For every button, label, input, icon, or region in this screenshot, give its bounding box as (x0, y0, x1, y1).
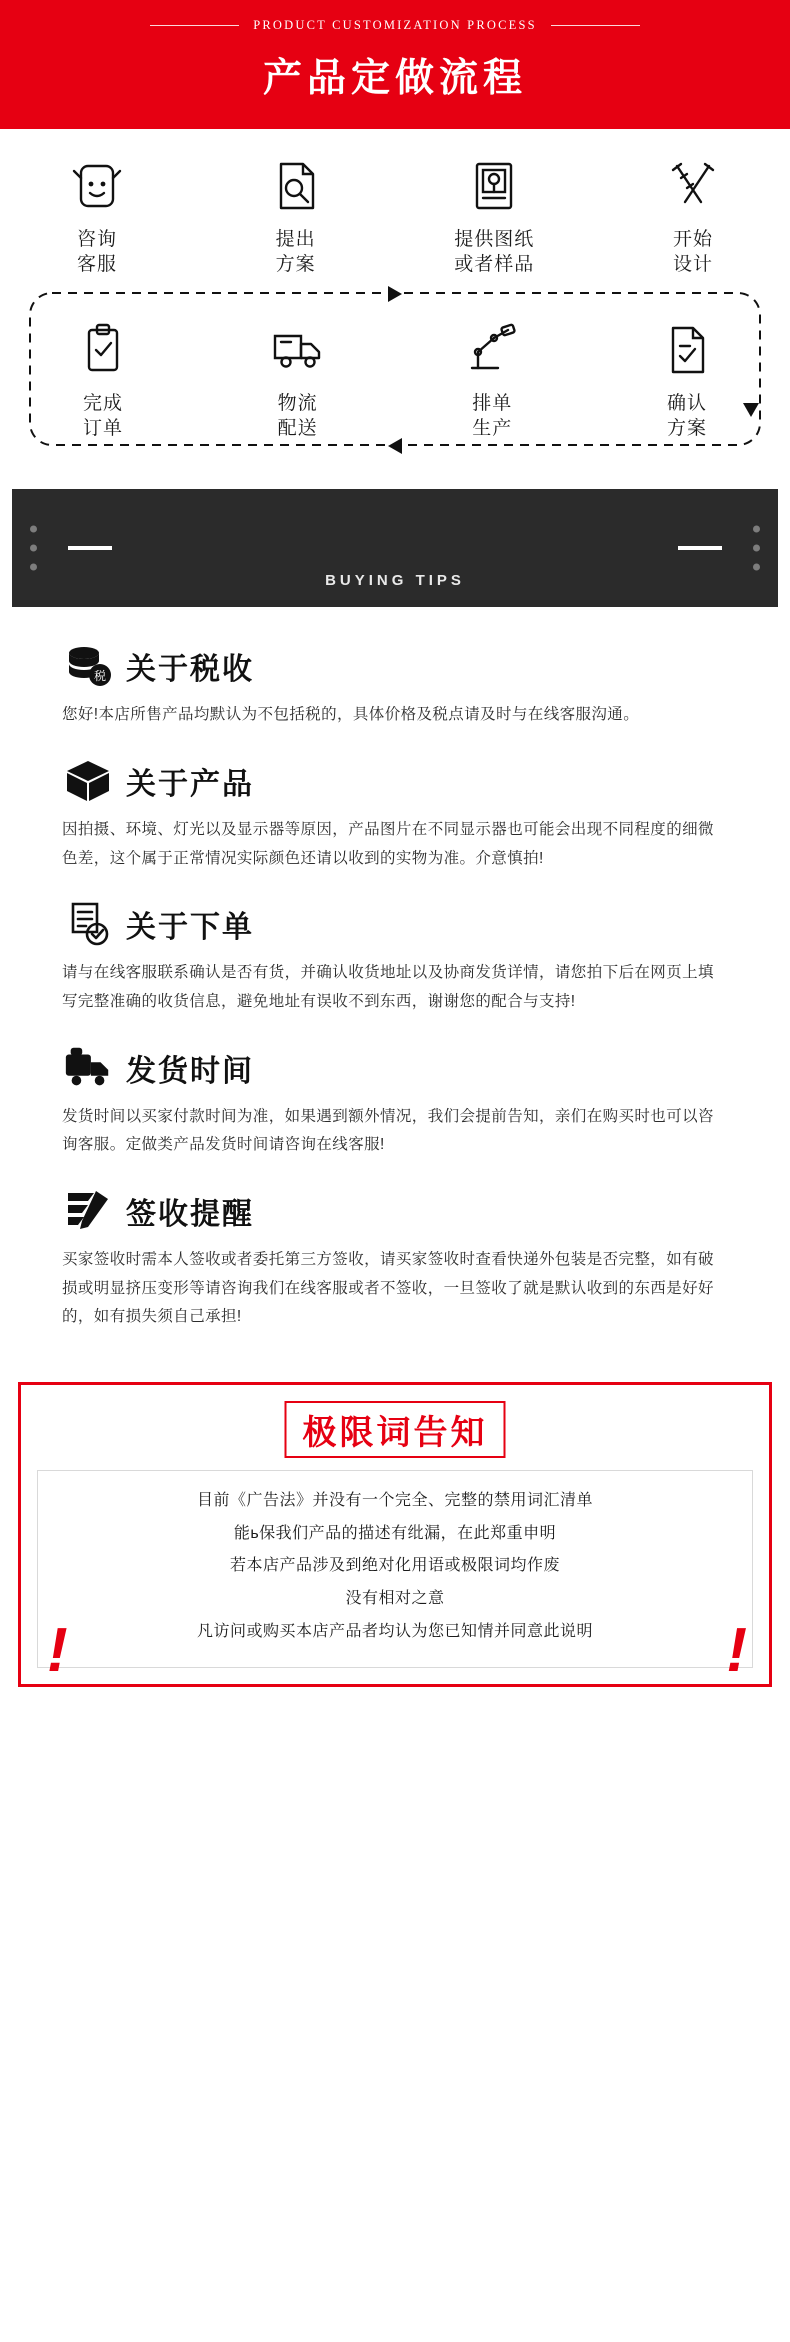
tip-header (62, 641, 728, 691)
tip-item-signature (62, 1186, 728, 1332)
process-step-2 (221, 155, 371, 277)
tip-body: 买家签收时需本人签收或者委托第三方签收，请买家签收时查看快递外包装是否完整，如有破损或明显挤压变形等请咨询我们在线客服或者不签收，一旦签收了就是默认收到的东西是好好的，如有损失须自己承担! (62, 1250, 714, 1326)
buying-tips-banner (12, 489, 778, 607)
tip-title: 发货时间 (126, 1054, 254, 1088)
clipboard-check-icon (28, 319, 178, 381)
blueprint-icon (419, 155, 569, 217)
tip-title: 签收提醒 (126, 1197, 254, 1231)
tip-header (62, 1043, 728, 1093)
hero-eyebrow (0, 18, 790, 33)
buying-tips-heading (301, 508, 489, 589)
disclaimer-line: 凡访问或购买本店产品者均认为您已知情并同意此说明 (196, 1623, 593, 1641)
pencil-ruler-icon (618, 155, 768, 217)
process-step-3 (419, 155, 569, 277)
tip-item-tax (62, 641, 728, 730)
order-clipboard-icon (62, 899, 114, 949)
eyebrow-rule-right (551, 25, 640, 26)
process-step-8 (612, 319, 762, 441)
process-step-7 (417, 319, 567, 441)
svg-text:税: 税 (93, 669, 107, 684)
process-step-5-label: 完成 订单 (82, 393, 123, 440)
document-search-icon (221, 155, 371, 217)
tip-body: 您好!本店所售产品均默认为不包括税的，具体价格及税点请及时与在线客服沟通。 (62, 706, 640, 724)
tip-title: 关于产品 (126, 767, 254, 801)
signature-icon (62, 1186, 114, 1236)
process-step-4-label: 开始 设计 (672, 229, 713, 276)
package-box-icon (62, 756, 114, 806)
delivery-truck-icon (223, 319, 373, 381)
hero-banner (0, 0, 790, 129)
buying-tips-title-en: BUYING TIPS (325, 571, 465, 589)
disclaimer-line: 能ь保我们产品的描述有纰漏，在此郑重申明 (233, 1524, 557, 1542)
process-step-5 (28, 319, 178, 441)
process-step-7-label: 排单 生产 (472, 393, 513, 440)
shipping-truck-icon (62, 1043, 114, 1093)
buying-tips-title-cn: 购买须知 (300, 516, 489, 564)
tip-header (62, 756, 728, 806)
exclamation-mark-left: ! (47, 1616, 64, 1686)
tip-body: 发货时间以买家付款时间为准，如果遇到额外情况，我们会提前告知，亲们在购买时也可以咨询客服。定做类产品发货时间请咨询在线客服! (62, 1107, 714, 1154)
exclamation-mark-right: ! (726, 1616, 743, 1686)
decor-notch-left (68, 546, 112, 550)
tip-item-product (62, 756, 728, 873)
tip-item-order (62, 899, 728, 1016)
decor-notch-right (678, 546, 722, 550)
page-title: 产品定做流程 (262, 57, 527, 100)
process-row-1 (22, 155, 768, 277)
tax-coins-icon (62, 641, 114, 691)
tip-item-shipping (62, 1043, 728, 1160)
decor-dots-left (30, 526, 37, 571)
hero-eyebrow-text: PRODUCT CUSTOMIZATION PROCESS (253, 18, 537, 32)
process-step-6 (223, 319, 373, 441)
process-step-1 (22, 155, 172, 277)
tip-body: 请与在线客服联系确认是否有货，并确认收货地址以及协商发货详情，请您拍下后在网页上填写完整准确的收货信息，避免地址有误收不到东西，谢谢您的配合与支持! (62, 964, 714, 1010)
buying-tips-list (0, 607, 790, 1368)
process-step-1-label: 咨询 客服 (76, 229, 117, 276)
eyebrow-rule-left (150, 25, 239, 26)
process-row-2 (22, 319, 768, 441)
disclaimer-box (18, 1382, 772, 1687)
process-step-6-label: 物流 配送 (277, 393, 318, 440)
process-step-4 (618, 155, 768, 277)
process-step-3-label: 提供图纸 或者样品 (454, 229, 535, 276)
disclaimer-line: 若本店产品涉及到绝对化用语或极限词均作废 (229, 1557, 560, 1575)
tip-title: 关于税收 (126, 653, 254, 687)
disclaimer-title: 极限词告知 (285, 1401, 506, 1458)
process-section (0, 129, 790, 471)
disclaimer-line: 没有相对之意 (345, 1590, 445, 1608)
phone-consult-icon (22, 155, 172, 217)
disclaimer-content (37, 1470, 753, 1668)
tip-body: 因拍摄、环境、灯光以及显示器等原因，产品图片在不同显示器也可能会出现不同程度的细微色差，这个属于正常情况实际颜色还请以收到的实物为准。介意慎拍! (62, 820, 714, 867)
robot-arm-icon (417, 319, 567, 381)
tip-header (62, 899, 728, 949)
process-flow-path (22, 283, 768, 455)
process-step-2-label: 提出 方案 (275, 229, 316, 276)
confirm-doc-icon (612, 319, 762, 381)
tip-title: 关于下单 (126, 911, 254, 945)
disclaimer-line: 目前《广告法》并没有一个完全、完整的禁用词汇清单 (196, 1491, 593, 1509)
process-step-8-label: 确认 方案 (666, 393, 707, 440)
decor-dots-right (753, 526, 760, 571)
tip-header (62, 1186, 728, 1236)
